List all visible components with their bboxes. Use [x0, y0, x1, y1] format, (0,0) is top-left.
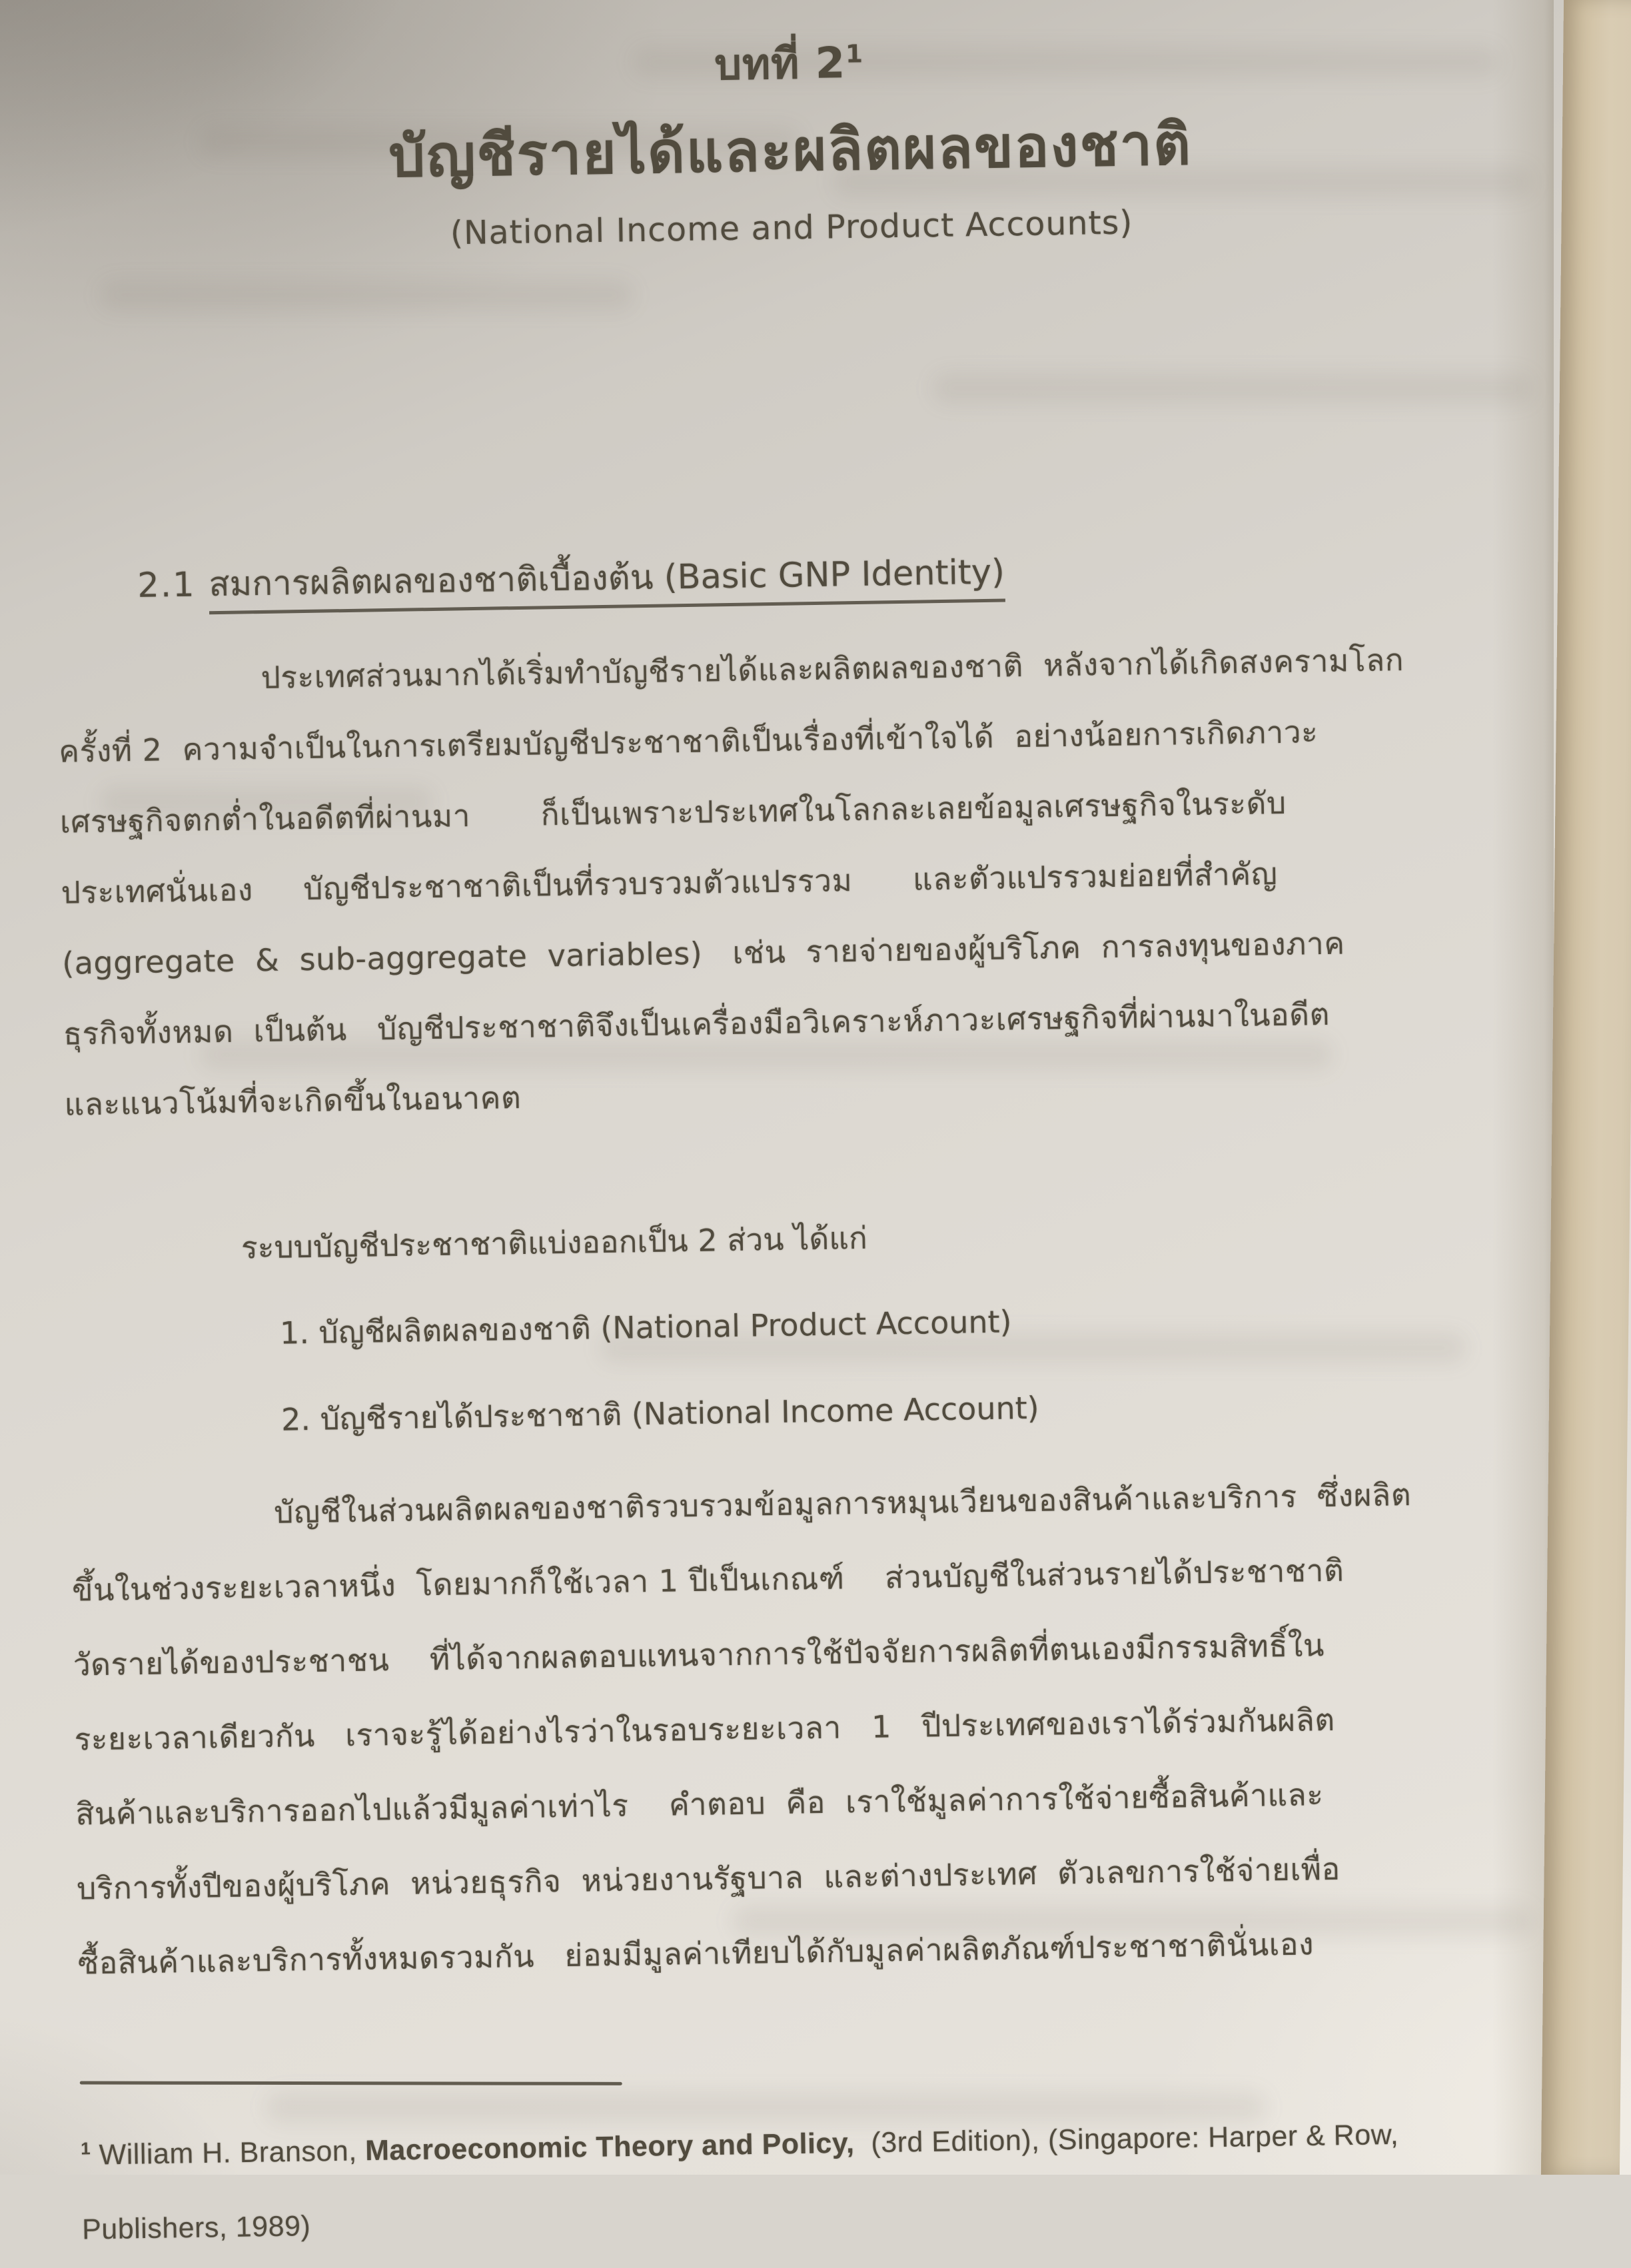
text-line: ประเทศส่วนมากได้เริ่มทำบัญชีรายได้และผลิตผลของชาติ หลังจากได้เกิดสงครามโลก [261, 642, 1404, 696]
text-line: สินค้าและบริการออกไปแล้วมีมูลค่าเท่าไร คำตอบ คือ เราใช้มูลค่าการใช้จ่ายซื้อสินค้าและ [75, 1776, 1324, 1832]
text-line: (aggregate & sub-aggregate variables) เช่น รายจ่ายของผู้บริโภค การลงทุนของภาค [61, 925, 1345, 981]
text-line: ประเทศนั่นเอง บัญชีประชาชาติเป็นที่รวบรวมตัวแปรรวม และตัวแปรรวมย่อยที่สำคัญ [61, 855, 1278, 911]
text-line: และแนวโน้มที่จะเกิดขึ้นในอนาคต [64, 1079, 522, 1123]
section-heading [137, 536, 1538, 612]
text-line: ระยะเวลาเดียวกัน เราจะรู้ได้อย่างไรว่าในรอบระยะเวลา 1 ปีประเทศของเราได้ร่วมกันผลิต [74, 1701, 1336, 1758]
page-subtitle: (National Income and Product Accounts) [450, 203, 1133, 253]
list-item-1: 1. บัญชีผลิตผลของชาติ (National Product Account) [279, 1303, 1012, 1351]
footnote [80, 2089, 1564, 2267]
footnote-author: William H. Branson, [90, 2135, 366, 2171]
footnote-book-title: Macroeconomic Theory and Policy, [364, 2127, 855, 2167]
section-title: สมการผลิตผลของชาติเบื้องต้น (Basic GNP Identity) [209, 552, 1005, 614]
footnote-mark: 1 [81, 2139, 91, 2159]
text-line: ซื้อสินค้าและบริการทั้งหมดรวมกัน ย่อมมีมูลค่าเทียบได้กับมูลค่าผลิตภัณฑ์ประชาชาตินั่นเอง [77, 1926, 1315, 1982]
page-title: บัญชีรายได้และผลิตผลของชาติ [388, 111, 1193, 191]
text-line: วัดรายได้ของประชาชน ที่ได้จากผลตอบแทนจากการใช้ปัจจัยการผลิตที่ตนเองมีกรรมสิทธิ์ใน [73, 1627, 1325, 1683]
list-item-2: 2. บัญชีรายได้ประชาชาติ (National Income Account) [280, 1389, 1040, 1438]
text-line: บัญชีในส่วนผลิตผลของชาติรวบรวมข้อมูลการหมุนเวียนของสินค้าและบริการ ซึ่งผลิต [273, 1476, 1412, 1530]
footnote-publisher: Publishers, 1989) [81, 2210, 311, 2246]
footnote-divider [80, 2081, 622, 2085]
text-line: ครั้งที่ 2 ความจำเป็นในการเตรียมบัญชีประชาชาติเป็นเรื่องที่เข้าใจได้ อย่างน้อยการเกิดภาวะ [58, 714, 1319, 770]
section-number: 2.1 [137, 565, 196, 606]
paragraph-3 [70, 1455, 1560, 2001]
footnote-edition: (3rd Edition), (Singapore: Harper & Row, [854, 2118, 1399, 2159]
paragraph-2-intro: ระบบบัญชีประชาชาติแบ่งออกเป็น 2 ส่วน ได้แก่ [241, 1219, 868, 1266]
chapter-footnote-mark: 1 [845, 39, 864, 69]
chapter-number: บทที่ 2 [714, 39, 846, 91]
text-line: ธุรกิจทั้งหมด เป็นต้น บัญชีประชาชาติจึงเป็นเครื่องมือวิเคราะห์ภาวะเศรษฐกิจที่ผ่านมาในอดีต [63, 995, 1331, 1052]
paragraph-1 [57, 622, 1546, 1140]
text-line: บริการทั้งปีของผู้บริโภค หน่วยธุรกิจ หน่วยงานรัฐบาล และต่างประเทศ ตัวเลขการใช้จ่ายเพื่อ [76, 1850, 1341, 1907]
text-line: ขึ้นในช่วงระยะเวลาหนึ่ง โดยมากก็ใช้เวลา 1 ปีเป็นเกณฑ์ ส่วนบัญชีในส่วนรายได้ประชาชาติ [71, 1552, 1345, 1608]
text-line: เศรษฐกิจตกต่ำในอดีตที่ผ่านมา ก็เป็นเพราะประเทศในโลกละเลยข้อมูลเศรษฐกิจในระดับ [59, 784, 1287, 840]
